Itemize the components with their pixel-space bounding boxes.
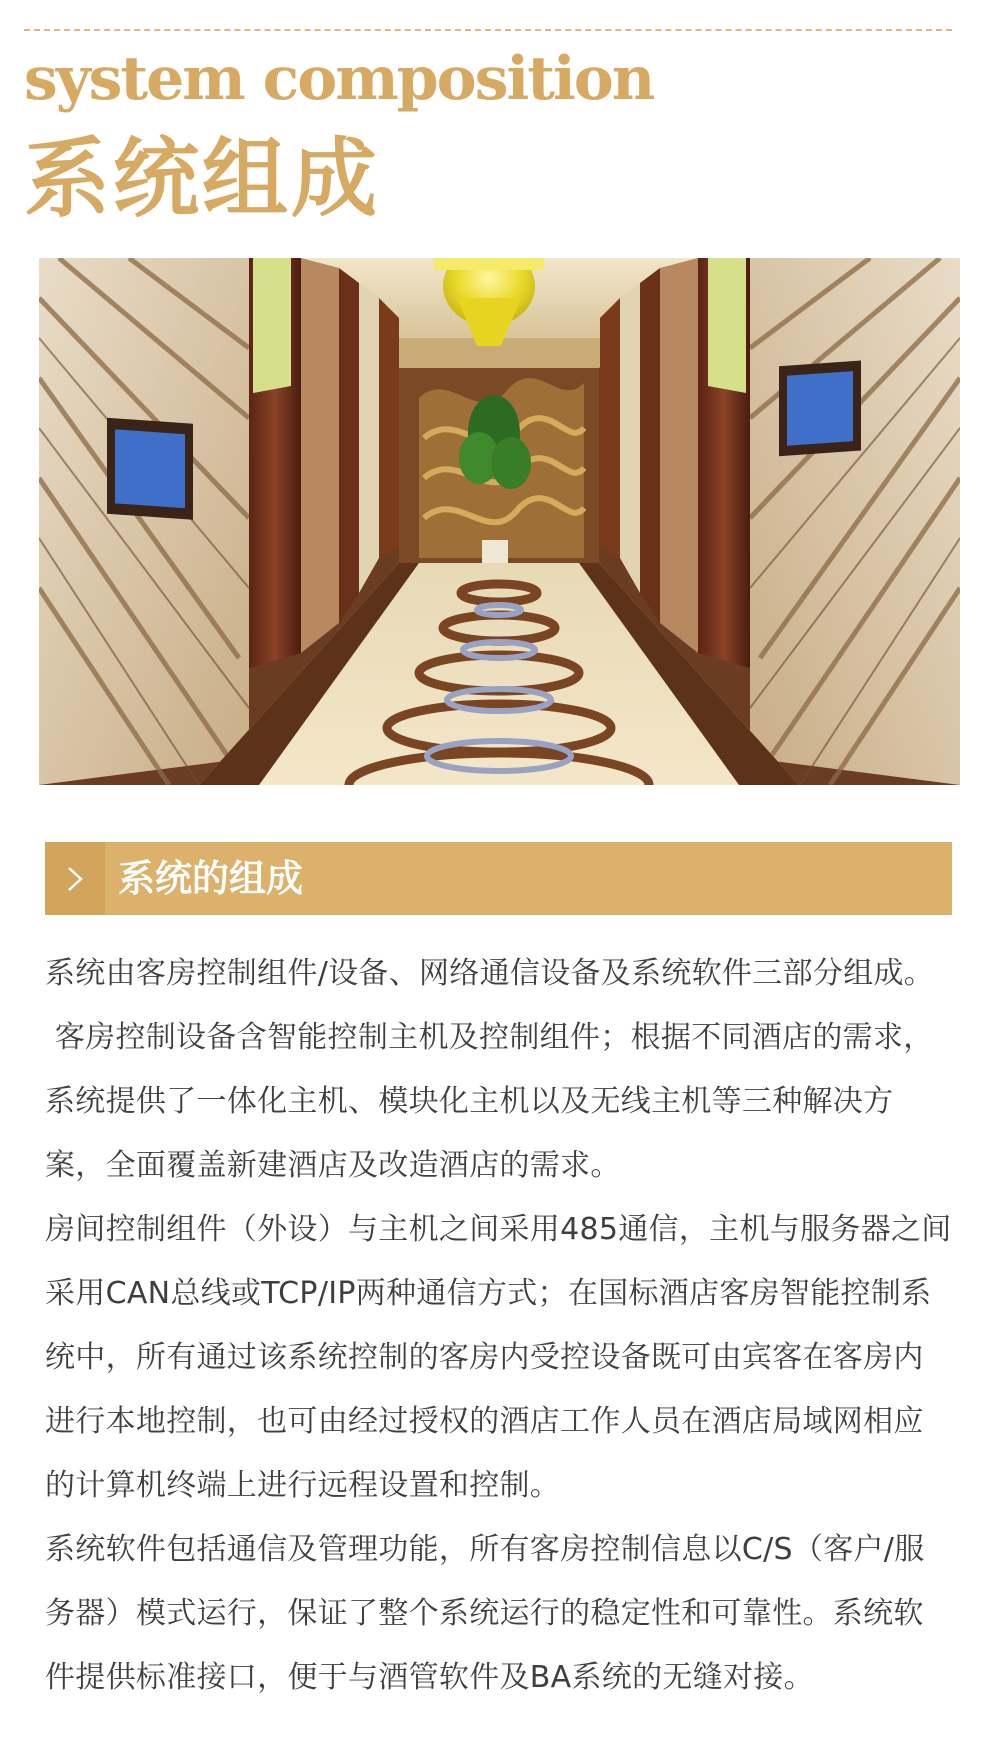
section-header [45, 842, 952, 915]
hero-image [39, 258, 960, 785]
section-chevron-box [45, 842, 105, 915]
page-title-english: system composition [24, 44, 654, 114]
page-title-chinese: 系统组成 [24, 129, 380, 229]
hotel-elevator-lobby-photo [39, 258, 960, 785]
chevron-right-icon [67, 866, 83, 892]
section-title: 系统的组成 [118, 857, 303, 900]
paragraph-communication: 房间控制组件（外设）与主机之间采用485通信，主机与服务器之间采用CAN总线或TCP/IP两种通信方式；在国标酒店客房智能控制系统中，所有通过该系统控制的客房内受控设备既可由宾客在客房内进行本地控制，也可由经过授权的酒店工作人员在酒店局域网相应的计算机终端上进行远程设置和控制。 [45, 1212, 952, 1503]
paragraph-control-devices: 客房控制设备含智能控制主机及控制组件；根据不同酒店的需求，系统提供了一体化主机、模块化主机以及无线主机等三种解决方案，全面覆盖新建酒店及改造酒店的需求。 [45, 1020, 934, 1183]
paragraph-software: 系统软件包括通信及管理功能，所有客房控制信息以C/S（客户/服务器）模式运行，保证了整个系统运行的稳定性和可靠性。系统软件提供标准接口，便于与酒管软件及BA系统的无缝对接。 [45, 1532, 925, 1695]
body-text [45, 942, 952, 1710]
paragraph-composition: 系统由客房控制组件/设备、网络通信设备及系统软件三部分组成。 [45, 956, 935, 991]
